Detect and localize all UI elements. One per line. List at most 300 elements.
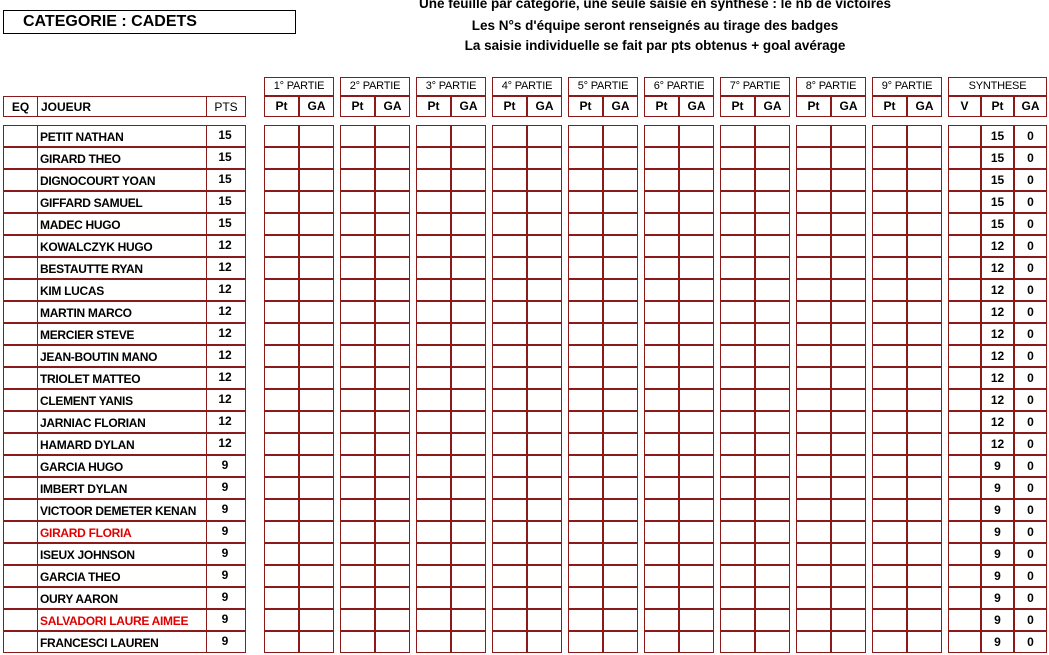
partie-2-ga-cell[interactable] bbox=[375, 367, 410, 389]
partie-3-ga-cell[interactable] bbox=[451, 477, 486, 499]
partie-2-ga-cell[interactable] bbox=[375, 125, 410, 147]
partie-7-pt-cell[interactable] bbox=[720, 499, 755, 521]
partie-5-pt-cell[interactable] bbox=[568, 455, 603, 477]
eq-cell[interactable] bbox=[3, 543, 37, 565]
partie-5-ga-cell[interactable] bbox=[603, 499, 638, 521]
partie-4-ga-cell[interactable] bbox=[527, 455, 562, 477]
partie-7-ga-cell[interactable] bbox=[755, 389, 790, 411]
partie-4-pt-cell[interactable] bbox=[492, 587, 527, 609]
eq-cell[interactable] bbox=[3, 125, 37, 147]
partie-7-ga-cell[interactable] bbox=[755, 125, 790, 147]
partie-7-ga-cell[interactable] bbox=[755, 367, 790, 389]
partie-9-pt-cell[interactable] bbox=[872, 587, 907, 609]
partie-4-pt-cell[interactable] bbox=[492, 257, 527, 279]
partie-8-pt-cell[interactable] bbox=[796, 389, 831, 411]
partie-9-ga-cell[interactable] bbox=[907, 257, 942, 279]
partie-1-ga-cell[interactable] bbox=[299, 125, 334, 147]
partie-7-pt-cell[interactable] bbox=[720, 367, 755, 389]
partie-8-ga-cell[interactable] bbox=[831, 169, 866, 191]
synthese-v-cell[interactable] bbox=[948, 411, 981, 433]
partie-1-pt-cell[interactable] bbox=[264, 213, 299, 235]
partie-7-pt-cell[interactable] bbox=[720, 301, 755, 323]
partie-4-pt-cell[interactable] bbox=[492, 499, 527, 521]
partie-2-pt-cell[interactable] bbox=[340, 235, 375, 257]
partie-3-pt-cell[interactable] bbox=[416, 191, 451, 213]
partie-1-pt-cell[interactable] bbox=[264, 147, 299, 169]
eq-cell[interactable] bbox=[3, 521, 37, 543]
partie-3-ga-cell[interactable] bbox=[451, 411, 486, 433]
partie-4-ga-cell[interactable] bbox=[527, 279, 562, 301]
partie-1-pt-cell[interactable] bbox=[264, 455, 299, 477]
partie-4-ga-cell[interactable] bbox=[527, 323, 562, 345]
eq-cell[interactable] bbox=[3, 609, 37, 631]
partie-7-ga-cell[interactable] bbox=[755, 323, 790, 345]
partie-8-ga-cell[interactable] bbox=[831, 345, 866, 367]
partie-3-ga-cell[interactable] bbox=[451, 279, 486, 301]
partie-5-ga-cell[interactable] bbox=[603, 169, 638, 191]
partie-3-ga-cell[interactable] bbox=[451, 191, 486, 213]
partie-5-pt-cell[interactable] bbox=[568, 235, 603, 257]
partie-9-pt-cell[interactable] bbox=[872, 521, 907, 543]
partie-6-ga-cell[interactable] bbox=[679, 455, 714, 477]
partie-6-pt-cell[interactable] bbox=[644, 411, 679, 433]
partie-1-pt-cell[interactable] bbox=[264, 543, 299, 565]
partie-6-ga-cell[interactable] bbox=[679, 477, 714, 499]
partie-7-pt-cell[interactable] bbox=[720, 433, 755, 455]
partie-9-pt-cell[interactable] bbox=[872, 609, 907, 631]
partie-9-pt-cell[interactable] bbox=[872, 279, 907, 301]
partie-7-ga-cell[interactable] bbox=[755, 279, 790, 301]
partie-4-pt-cell[interactable] bbox=[492, 147, 527, 169]
synthese-v-cell[interactable] bbox=[948, 631, 981, 653]
partie-2-pt-cell[interactable] bbox=[340, 565, 375, 587]
partie-1-pt-cell[interactable] bbox=[264, 169, 299, 191]
partie-4-pt-cell[interactable] bbox=[492, 521, 527, 543]
partie-4-ga-cell[interactable] bbox=[527, 191, 562, 213]
partie-9-ga-cell[interactable] bbox=[907, 521, 942, 543]
partie-1-ga-cell[interactable] bbox=[299, 543, 334, 565]
partie-8-pt-cell[interactable] bbox=[796, 609, 831, 631]
partie-2-pt-cell[interactable] bbox=[340, 301, 375, 323]
partie-6-pt-cell[interactable] bbox=[644, 323, 679, 345]
partie-1-ga-cell[interactable] bbox=[299, 499, 334, 521]
partie-2-ga-cell[interactable] bbox=[375, 411, 410, 433]
partie-2-ga-cell[interactable] bbox=[375, 279, 410, 301]
partie-2-ga-cell[interactable] bbox=[375, 477, 410, 499]
partie-1-pt-cell[interactable] bbox=[264, 477, 299, 499]
partie-1-ga-cell[interactable] bbox=[299, 345, 334, 367]
synthese-v-cell[interactable] bbox=[948, 257, 981, 279]
partie-1-pt-cell[interactable] bbox=[264, 499, 299, 521]
partie-9-ga-cell[interactable] bbox=[907, 147, 942, 169]
partie-2-ga-cell[interactable] bbox=[375, 455, 410, 477]
partie-2-ga-cell[interactable] bbox=[375, 191, 410, 213]
partie-8-pt-cell[interactable] bbox=[796, 433, 831, 455]
eq-cell[interactable] bbox=[3, 455, 37, 477]
partie-4-ga-cell[interactable] bbox=[527, 213, 562, 235]
partie-9-ga-cell[interactable] bbox=[907, 455, 942, 477]
partie-5-pt-cell[interactable] bbox=[568, 477, 603, 499]
partie-7-ga-cell[interactable] bbox=[755, 609, 790, 631]
partie-1-pt-cell[interactable] bbox=[264, 235, 299, 257]
partie-5-ga-cell[interactable] bbox=[603, 389, 638, 411]
partie-1-pt-cell[interactable] bbox=[264, 565, 299, 587]
partie-4-pt-cell[interactable] bbox=[492, 125, 527, 147]
partie-4-pt-cell[interactable] bbox=[492, 367, 527, 389]
partie-7-pt-cell[interactable] bbox=[720, 125, 755, 147]
partie-7-pt-cell[interactable] bbox=[720, 631, 755, 653]
partie-4-pt-cell[interactable] bbox=[492, 433, 527, 455]
partie-2-pt-cell[interactable] bbox=[340, 213, 375, 235]
partie-7-pt-cell[interactable] bbox=[720, 609, 755, 631]
partie-5-ga-cell[interactable] bbox=[603, 301, 638, 323]
partie-7-ga-cell[interactable] bbox=[755, 257, 790, 279]
partie-7-ga-cell[interactable] bbox=[755, 345, 790, 367]
partie-6-pt-cell[interactable] bbox=[644, 389, 679, 411]
partie-2-ga-cell[interactable] bbox=[375, 301, 410, 323]
partie-8-pt-cell[interactable] bbox=[796, 323, 831, 345]
partie-5-pt-cell[interactable] bbox=[568, 521, 603, 543]
partie-8-pt-cell[interactable] bbox=[796, 345, 831, 367]
partie-3-ga-cell[interactable] bbox=[451, 389, 486, 411]
partie-8-ga-cell[interactable] bbox=[831, 565, 866, 587]
partie-4-pt-cell[interactable] bbox=[492, 389, 527, 411]
partie-6-pt-cell[interactable] bbox=[644, 257, 679, 279]
partie-4-ga-cell[interactable] bbox=[527, 169, 562, 191]
synthese-v-cell[interactable] bbox=[948, 169, 981, 191]
partie-8-pt-cell[interactable] bbox=[796, 477, 831, 499]
partie-9-ga-cell[interactable] bbox=[907, 345, 942, 367]
partie-4-pt-cell[interactable] bbox=[492, 301, 527, 323]
partie-7-ga-cell[interactable] bbox=[755, 433, 790, 455]
partie-3-pt-cell[interactable] bbox=[416, 323, 451, 345]
partie-7-pt-cell[interactable] bbox=[720, 191, 755, 213]
partie-8-pt-cell[interactable] bbox=[796, 169, 831, 191]
partie-9-ga-cell[interactable] bbox=[907, 169, 942, 191]
partie-8-ga-cell[interactable] bbox=[831, 235, 866, 257]
partie-5-pt-cell[interactable] bbox=[568, 367, 603, 389]
partie-9-ga-cell[interactable] bbox=[907, 279, 942, 301]
partie-3-pt-cell[interactable] bbox=[416, 411, 451, 433]
eq-cell[interactable] bbox=[3, 499, 37, 521]
synthese-v-cell[interactable] bbox=[948, 367, 981, 389]
partie-7-pt-cell[interactable] bbox=[720, 455, 755, 477]
partie-6-pt-cell[interactable] bbox=[644, 213, 679, 235]
partie-6-pt-cell[interactable] bbox=[644, 521, 679, 543]
partie-1-pt-cell[interactable] bbox=[264, 521, 299, 543]
partie-3-pt-cell[interactable] bbox=[416, 257, 451, 279]
partie-8-ga-cell[interactable] bbox=[831, 389, 866, 411]
partie-6-pt-cell[interactable] bbox=[644, 235, 679, 257]
partie-1-pt-cell[interactable] bbox=[264, 631, 299, 653]
synthese-v-cell[interactable] bbox=[948, 609, 981, 631]
partie-3-pt-cell[interactable] bbox=[416, 301, 451, 323]
partie-3-pt-cell[interactable] bbox=[416, 367, 451, 389]
partie-6-ga-cell[interactable] bbox=[679, 499, 714, 521]
partie-5-pt-cell[interactable] bbox=[568, 279, 603, 301]
partie-6-ga-cell[interactable] bbox=[679, 301, 714, 323]
partie-4-pt-cell[interactable] bbox=[492, 235, 527, 257]
partie-3-ga-cell[interactable] bbox=[451, 565, 486, 587]
partie-7-pt-cell[interactable] bbox=[720, 345, 755, 367]
partie-6-pt-cell[interactable] bbox=[644, 169, 679, 191]
partie-7-pt-cell[interactable] bbox=[720, 411, 755, 433]
partie-2-ga-cell[interactable] bbox=[375, 609, 410, 631]
partie-8-ga-cell[interactable] bbox=[831, 499, 866, 521]
partie-3-ga-cell[interactable] bbox=[451, 433, 486, 455]
partie-6-pt-cell[interactable] bbox=[644, 191, 679, 213]
partie-9-ga-cell[interactable] bbox=[907, 631, 942, 653]
partie-8-ga-cell[interactable] bbox=[831, 433, 866, 455]
partie-8-pt-cell[interactable] bbox=[796, 565, 831, 587]
eq-cell[interactable] bbox=[3, 367, 37, 389]
synthese-v-cell[interactable] bbox=[948, 477, 981, 499]
partie-6-ga-cell[interactable] bbox=[679, 345, 714, 367]
partie-6-pt-cell[interactable] bbox=[644, 499, 679, 521]
partie-5-ga-cell[interactable] bbox=[603, 345, 638, 367]
partie-9-ga-cell[interactable] bbox=[907, 543, 942, 565]
partie-4-ga-cell[interactable] bbox=[527, 587, 562, 609]
synthese-v-cell[interactable] bbox=[948, 301, 981, 323]
synthese-v-cell[interactable] bbox=[948, 587, 981, 609]
partie-9-pt-cell[interactable] bbox=[872, 477, 907, 499]
partie-1-pt-cell[interactable] bbox=[264, 433, 299, 455]
partie-3-ga-cell[interactable] bbox=[451, 323, 486, 345]
partie-1-pt-cell[interactable] bbox=[264, 411, 299, 433]
partie-3-ga-cell[interactable] bbox=[451, 521, 486, 543]
eq-cell[interactable] bbox=[3, 169, 37, 191]
partie-6-ga-cell[interactable] bbox=[679, 257, 714, 279]
partie-3-ga-cell[interactable] bbox=[451, 345, 486, 367]
partie-8-ga-cell[interactable] bbox=[831, 367, 866, 389]
partie-6-ga-cell[interactable] bbox=[679, 521, 714, 543]
eq-cell[interactable] bbox=[3, 147, 37, 169]
partie-6-pt-cell[interactable] bbox=[644, 587, 679, 609]
partie-8-pt-cell[interactable] bbox=[796, 147, 831, 169]
partie-9-pt-cell[interactable] bbox=[872, 147, 907, 169]
partie-1-ga-cell[interactable] bbox=[299, 367, 334, 389]
partie-7-ga-cell[interactable] bbox=[755, 565, 790, 587]
partie-5-pt-cell[interactable] bbox=[568, 609, 603, 631]
partie-1-pt-cell[interactable] bbox=[264, 609, 299, 631]
partie-8-pt-cell[interactable] bbox=[796, 125, 831, 147]
partie-3-ga-cell[interactable] bbox=[451, 257, 486, 279]
partie-3-pt-cell[interactable] bbox=[416, 147, 451, 169]
partie-9-pt-cell[interactable] bbox=[872, 543, 907, 565]
partie-7-ga-cell[interactable] bbox=[755, 455, 790, 477]
partie-5-pt-cell[interactable] bbox=[568, 213, 603, 235]
partie-9-pt-cell[interactable] bbox=[872, 631, 907, 653]
partie-5-pt-cell[interactable] bbox=[568, 257, 603, 279]
partie-4-ga-cell[interactable] bbox=[527, 411, 562, 433]
partie-1-pt-cell[interactable] bbox=[264, 125, 299, 147]
partie-6-ga-cell[interactable] bbox=[679, 587, 714, 609]
partie-9-ga-cell[interactable] bbox=[907, 301, 942, 323]
partie-7-pt-cell[interactable] bbox=[720, 565, 755, 587]
partie-2-pt-cell[interactable] bbox=[340, 279, 375, 301]
synthese-v-cell[interactable] bbox=[948, 565, 981, 587]
partie-3-pt-cell[interactable] bbox=[416, 477, 451, 499]
partie-8-pt-cell[interactable] bbox=[796, 521, 831, 543]
partie-8-pt-cell[interactable] bbox=[796, 213, 831, 235]
partie-4-ga-cell[interactable] bbox=[527, 301, 562, 323]
partie-2-pt-cell[interactable] bbox=[340, 125, 375, 147]
partie-3-pt-cell[interactable] bbox=[416, 433, 451, 455]
partie-2-pt-cell[interactable] bbox=[340, 367, 375, 389]
eq-cell[interactable] bbox=[3, 279, 37, 301]
partie-4-ga-cell[interactable] bbox=[527, 565, 562, 587]
partie-2-pt-cell[interactable] bbox=[340, 257, 375, 279]
partie-6-ga-cell[interactable] bbox=[679, 433, 714, 455]
partie-8-ga-cell[interactable] bbox=[831, 191, 866, 213]
partie-7-ga-cell[interactable] bbox=[755, 147, 790, 169]
partie-7-pt-cell[interactable] bbox=[720, 521, 755, 543]
partie-7-ga-cell[interactable] bbox=[755, 191, 790, 213]
partie-2-pt-cell[interactable] bbox=[340, 389, 375, 411]
partie-9-ga-cell[interactable] bbox=[907, 367, 942, 389]
partie-5-ga-cell[interactable] bbox=[603, 631, 638, 653]
partie-8-pt-cell[interactable] bbox=[796, 499, 831, 521]
synthese-v-cell[interactable] bbox=[948, 499, 981, 521]
partie-9-ga-cell[interactable] bbox=[907, 499, 942, 521]
partie-9-ga-cell[interactable] bbox=[907, 323, 942, 345]
partie-8-ga-cell[interactable] bbox=[831, 323, 866, 345]
partie-2-pt-cell[interactable] bbox=[340, 521, 375, 543]
partie-9-ga-cell[interactable] bbox=[907, 609, 942, 631]
partie-1-pt-cell[interactable] bbox=[264, 323, 299, 345]
partie-2-pt-cell[interactable] bbox=[340, 411, 375, 433]
partie-9-pt-cell[interactable] bbox=[872, 257, 907, 279]
partie-5-ga-cell[interactable] bbox=[603, 477, 638, 499]
synthese-v-cell[interactable] bbox=[948, 389, 981, 411]
partie-1-ga-cell[interactable] bbox=[299, 191, 334, 213]
partie-3-pt-cell[interactable] bbox=[416, 169, 451, 191]
eq-cell[interactable] bbox=[3, 389, 37, 411]
partie-5-ga-cell[interactable] bbox=[603, 213, 638, 235]
partie-5-ga-cell[interactable] bbox=[603, 191, 638, 213]
partie-7-pt-cell[interactable] bbox=[720, 147, 755, 169]
partie-9-ga-cell[interactable] bbox=[907, 565, 942, 587]
partie-7-pt-cell[interactable] bbox=[720, 213, 755, 235]
partie-3-pt-cell[interactable] bbox=[416, 279, 451, 301]
partie-4-ga-cell[interactable] bbox=[527, 125, 562, 147]
partie-9-pt-cell[interactable] bbox=[872, 191, 907, 213]
partie-7-ga-cell[interactable] bbox=[755, 521, 790, 543]
eq-cell[interactable] bbox=[3, 411, 37, 433]
partie-8-ga-cell[interactable] bbox=[831, 521, 866, 543]
partie-8-ga-cell[interactable] bbox=[831, 609, 866, 631]
partie-5-pt-cell[interactable] bbox=[568, 125, 603, 147]
partie-8-ga-cell[interactable] bbox=[831, 125, 866, 147]
partie-6-ga-cell[interactable] bbox=[679, 609, 714, 631]
partie-7-ga-cell[interactable] bbox=[755, 587, 790, 609]
partie-2-ga-cell[interactable] bbox=[375, 631, 410, 653]
partie-4-pt-cell[interactable] bbox=[492, 477, 527, 499]
synthese-v-cell[interactable] bbox=[948, 323, 981, 345]
partie-5-ga-cell[interactable] bbox=[603, 279, 638, 301]
partie-7-pt-cell[interactable] bbox=[720, 235, 755, 257]
partie-1-pt-cell[interactable] bbox=[264, 389, 299, 411]
partie-3-ga-cell[interactable] bbox=[451, 499, 486, 521]
partie-7-pt-cell[interactable] bbox=[720, 587, 755, 609]
partie-2-pt-cell[interactable] bbox=[340, 323, 375, 345]
partie-8-ga-cell[interactable] bbox=[831, 587, 866, 609]
partie-7-ga-cell[interactable] bbox=[755, 499, 790, 521]
partie-3-pt-cell[interactable] bbox=[416, 389, 451, 411]
partie-6-pt-cell[interactable] bbox=[644, 279, 679, 301]
partie-6-ga-cell[interactable] bbox=[679, 565, 714, 587]
eq-cell[interactable] bbox=[3, 631, 37, 653]
partie-4-pt-cell[interactable] bbox=[492, 279, 527, 301]
partie-8-pt-cell[interactable] bbox=[796, 631, 831, 653]
partie-5-pt-cell[interactable] bbox=[568, 631, 603, 653]
partie-5-ga-cell[interactable] bbox=[603, 367, 638, 389]
partie-9-ga-cell[interactable] bbox=[907, 411, 942, 433]
partie-1-ga-cell[interactable] bbox=[299, 521, 334, 543]
partie-7-ga-cell[interactable] bbox=[755, 213, 790, 235]
partie-7-ga-cell[interactable] bbox=[755, 235, 790, 257]
partie-1-ga-cell[interactable] bbox=[299, 213, 334, 235]
partie-8-pt-cell[interactable] bbox=[796, 455, 831, 477]
partie-8-ga-cell[interactable] bbox=[831, 411, 866, 433]
partie-9-pt-cell[interactable] bbox=[872, 499, 907, 521]
partie-7-pt-cell[interactable] bbox=[720, 257, 755, 279]
partie-3-ga-cell[interactable] bbox=[451, 169, 486, 191]
partie-3-pt-cell[interactable] bbox=[416, 543, 451, 565]
partie-9-pt-cell[interactable] bbox=[872, 565, 907, 587]
partie-2-ga-cell[interactable] bbox=[375, 235, 410, 257]
synthese-v-cell[interactable] bbox=[948, 521, 981, 543]
partie-5-pt-cell[interactable] bbox=[568, 147, 603, 169]
partie-9-ga-cell[interactable] bbox=[907, 213, 942, 235]
partie-5-ga-cell[interactable] bbox=[603, 433, 638, 455]
partie-6-pt-cell[interactable] bbox=[644, 477, 679, 499]
partie-7-ga-cell[interactable] bbox=[755, 543, 790, 565]
partie-5-pt-cell[interactable] bbox=[568, 499, 603, 521]
partie-3-pt-cell[interactable] bbox=[416, 499, 451, 521]
partie-2-ga-cell[interactable] bbox=[375, 499, 410, 521]
eq-cell[interactable] bbox=[3, 257, 37, 279]
partie-6-pt-cell[interactable] bbox=[644, 301, 679, 323]
partie-4-ga-cell[interactable] bbox=[527, 499, 562, 521]
partie-2-ga-cell[interactable] bbox=[375, 565, 410, 587]
partie-8-ga-cell[interactable] bbox=[831, 455, 866, 477]
partie-5-pt-cell[interactable] bbox=[568, 433, 603, 455]
synthese-v-cell[interactable] bbox=[948, 433, 981, 455]
synthese-v-cell[interactable] bbox=[948, 125, 981, 147]
partie-2-pt-cell[interactable] bbox=[340, 477, 375, 499]
partie-1-ga-cell[interactable] bbox=[299, 477, 334, 499]
partie-4-ga-cell[interactable] bbox=[527, 367, 562, 389]
partie-9-pt-cell[interactable] bbox=[872, 345, 907, 367]
partie-1-pt-cell[interactable] bbox=[264, 367, 299, 389]
partie-4-ga-cell[interactable] bbox=[527, 147, 562, 169]
partie-2-pt-cell[interactable] bbox=[340, 631, 375, 653]
partie-4-ga-cell[interactable] bbox=[527, 477, 562, 499]
partie-2-ga-cell[interactable] bbox=[375, 543, 410, 565]
partie-1-ga-cell[interactable] bbox=[299, 301, 334, 323]
partie-8-pt-cell[interactable] bbox=[796, 543, 831, 565]
partie-1-pt-cell[interactable] bbox=[264, 587, 299, 609]
partie-7-ga-cell[interactable] bbox=[755, 411, 790, 433]
partie-4-ga-cell[interactable] bbox=[527, 345, 562, 367]
partie-3-ga-cell[interactable] bbox=[451, 147, 486, 169]
partie-3-ga-cell[interactable] bbox=[451, 455, 486, 477]
partie-8-pt-cell[interactable] bbox=[796, 587, 831, 609]
partie-5-ga-cell[interactable] bbox=[603, 257, 638, 279]
partie-4-pt-cell[interactable] bbox=[492, 631, 527, 653]
partie-8-ga-cell[interactable] bbox=[831, 213, 866, 235]
